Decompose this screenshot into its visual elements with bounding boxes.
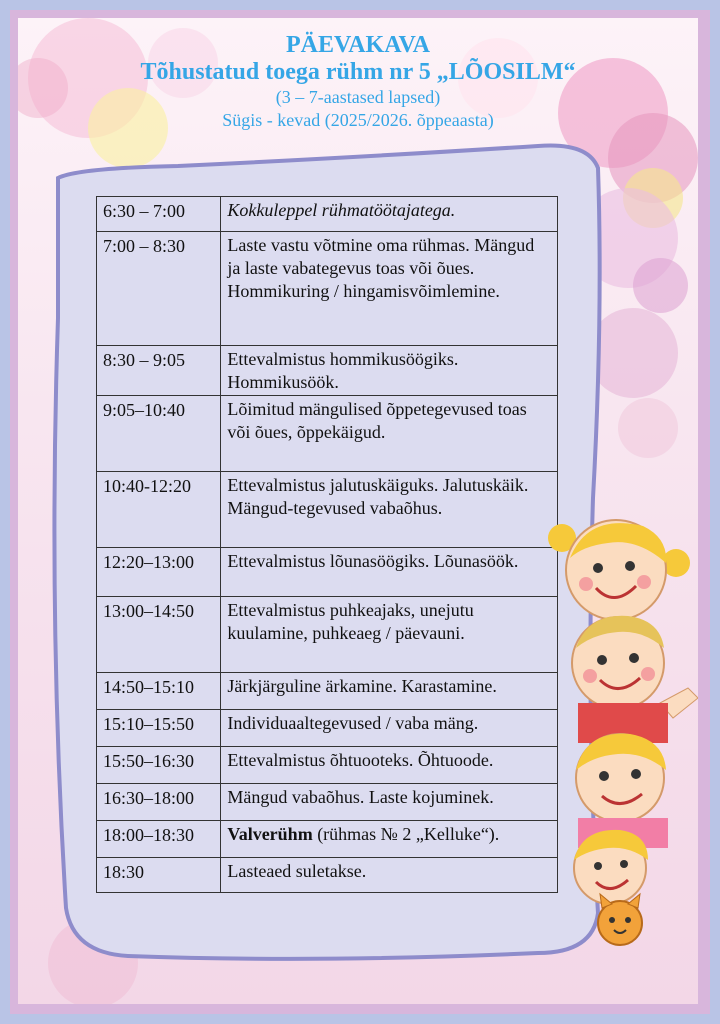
schedule-time: 16:30–18:00	[97, 784, 221, 821]
schedule-time: 15:10–15:50	[97, 710, 221, 747]
schedule-activity	[221, 821, 558, 858]
schedule-row	[97, 597, 558, 673]
schedule-time: 6:30 – 7:00	[97, 197, 221, 232]
schedule-row	[97, 548, 558, 597]
schedule-activity: Ettevalmistus jalutuskäiguks. Jalutuskäik. Mängud-tegevused vabaõhus.	[221, 472, 558, 548]
schedule-activity: Mängud vabaõhus. Laste kojuminek.	[221, 784, 558, 821]
schedule-row	[97, 396, 558, 472]
season-label: Sügis - kevad (2025/2026. õppeaasta)	[222, 110, 494, 130]
schedule-activity: Lasteaed suletakse.	[221, 858, 558, 893]
schedule-activity: Ettevalmistus lõunasöögiks. Lõunasöök.	[221, 548, 558, 597]
schedule-row	[97, 197, 558, 232]
children-illustration	[548, 508, 698, 958]
schedule-time: 7:00 – 8:30	[97, 232, 221, 346]
schedule-activity: Kokkuleppel rühmatöötajatega.	[221, 197, 558, 232]
schedule-activity: Ettevalmistus õhtuooteks. Õhtuoode.	[221, 747, 558, 784]
schedule-time: 18:00–18:30	[97, 821, 221, 858]
schedule-time: 14:50–15:10	[97, 673, 221, 710]
schedule-row	[97, 858, 558, 893]
schedule-activity: Individuaaltegevused / vaba mäng.	[221, 710, 558, 747]
schedule-time: 15:50–16:30	[97, 747, 221, 784]
schedule-row	[97, 232, 558, 346]
sheet	[18, 18, 698, 1004]
schedule-activity: Laste vastu võtmine oma rühmas. Mängud ja laste vabategevus toas või õues. Hommikuring / hingamisvõimlemine.	[221, 232, 558, 346]
schedule-table	[96, 196, 558, 893]
page-title: PÄEVAKAVA	[285, 32, 431, 58]
schedule-activity: Järkjärguline ärkamine. Karastamine.	[221, 673, 558, 710]
schedule-time: 12:20–13:00	[97, 548, 221, 597]
schedule-time: 9:05–10:40	[97, 396, 221, 472]
schedule-time: 8:30 – 9:05	[97, 346, 221, 396]
schedule-row	[97, 346, 558, 396]
schedule-row	[97, 710, 558, 747]
activity-text: (rühmas № 2 „Kelluke“).	[312, 824, 500, 844]
activity-bold-text: Valverühm	[227, 824, 313, 844]
schedule-time: 18:30	[97, 858, 221, 893]
schedule-activity: Lõimitud mängulised õppetegevused toas või õues, õppekäigud.	[221, 396, 558, 472]
schedule-activity: Ettevalmistus hommikusöögiks. Hommikusöök.	[221, 346, 558, 396]
group-name: Tõhustatud toega rühm nr 5 „LÕOSILM“	[140, 59, 576, 85]
schedule-time: 10:40-12:20	[97, 472, 221, 548]
schedule-time: 13:00–14:50	[97, 597, 221, 673]
schedule-row	[97, 472, 558, 548]
schedule-row	[97, 747, 558, 784]
schedule-row	[97, 784, 558, 821]
header	[18, 32, 698, 132]
schedule-row	[97, 673, 558, 710]
schedule-row	[97, 821, 558, 858]
age-range: (3 – 7-aastased lapsed)	[275, 87, 441, 107]
schedule-activity: Ettevalmistus puhkeajaks, unejutu kuulamine, puhkeaeg / päevauni.	[221, 597, 558, 673]
